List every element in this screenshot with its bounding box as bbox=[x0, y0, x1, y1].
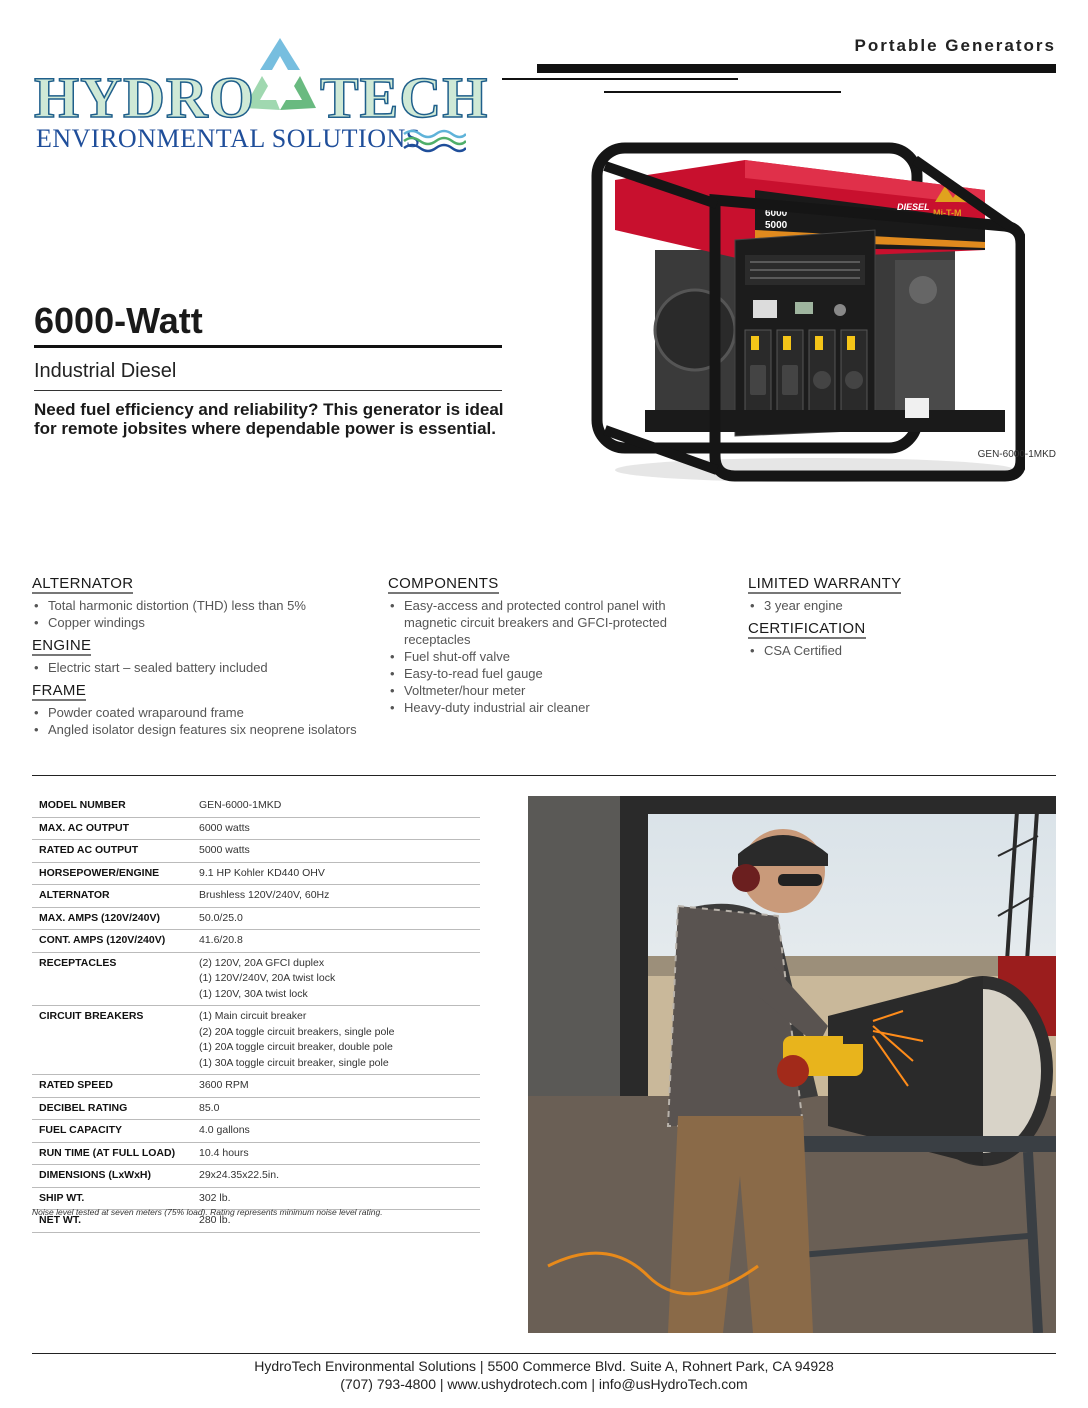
spec-label: HORSEPOWER/ENGINE bbox=[32, 862, 192, 885]
spec-value bbox=[192, 1165, 480, 1188]
spec-value-line: (1) Main circuit breaker bbox=[199, 1010, 307, 1022]
spec-label: FUEL CAPACITY bbox=[32, 1120, 192, 1143]
spec-value-line: 3600 RPM bbox=[199, 1079, 249, 1091]
brand-label: Mi-T-M bbox=[933, 208, 962, 218]
spec-label: ALTERNATOR bbox=[32, 885, 192, 908]
list-item: • Fuel shut-off valve bbox=[388, 648, 708, 665]
spec-value-line: (1) 120V/240V, 20A twist lock bbox=[199, 972, 336, 984]
list-item: • Powder coated wraparound frame bbox=[32, 704, 362, 721]
list-item: • Easy-to-read fuel gauge bbox=[388, 665, 708, 682]
spec-label: RECEPTACLES bbox=[32, 952, 192, 1006]
table-row bbox=[32, 862, 480, 885]
section-heading: CERTIFICATION bbox=[748, 620, 866, 637]
spec-label: RATED SPEED bbox=[32, 1075, 192, 1098]
product-subtitle: Industrial Diesel bbox=[34, 360, 177, 382]
spec-value-line: 5000 watts bbox=[199, 844, 250, 856]
spec-label: MAX. AMPS (120V/240V) bbox=[32, 907, 192, 930]
warranty-section bbox=[748, 575, 1048, 614]
table-row bbox=[32, 795, 480, 817]
section-heading: ENGINE bbox=[32, 637, 92, 654]
list-item: • Copper windings bbox=[32, 614, 362, 631]
spec-value-line: (2) 20A toggle circuit breakers, single pole bbox=[199, 1025, 395, 1038]
spec-value bbox=[192, 907, 480, 930]
fuel-type-label: DIESEL bbox=[897, 202, 930, 212]
section-heading: COMPONENTS bbox=[388, 575, 499, 592]
worker-grinding-photo bbox=[528, 796, 1056, 1333]
rating-bottom-label: 5000 bbox=[765, 220, 788, 231]
spec-footnote: Noise level tested at seven meters (75% load). Rating represents minimum noise level rating. bbox=[32, 1207, 383, 1217]
features-column-1 bbox=[32, 575, 362, 744]
spec-value-line: 302 lb. bbox=[199, 1191, 231, 1204]
footer-contact: (707) 793-4800 | www.ushydrotech.com | info@usHydroTech.com bbox=[340, 1376, 748, 1392]
spec-value-line: GEN-6000-1MKD bbox=[199, 799, 282, 811]
frame-section bbox=[32, 682, 362, 738]
spec-label: MODEL NUMBER bbox=[32, 795, 192, 817]
table-row bbox=[32, 1075, 480, 1098]
alternator-section bbox=[32, 575, 362, 631]
table-row bbox=[32, 930, 480, 953]
spec-label: SHIP WT. bbox=[32, 1187, 192, 1210]
spec-value bbox=[192, 930, 480, 953]
header-bar bbox=[537, 64, 1056, 73]
certification-section bbox=[748, 620, 1048, 659]
table-row bbox=[32, 1142, 480, 1165]
list-item: • Heavy-duty industrial air cleaner bbox=[388, 699, 708, 716]
spec-value-line: (1) 30A toggle circuit breaker, single pole bbox=[199, 1056, 389, 1069]
section-heading: LIMITED WARRANTY bbox=[748, 575, 902, 592]
divider bbox=[32, 1353, 1056, 1354]
spec-value bbox=[192, 1075, 480, 1098]
spec-value bbox=[192, 1097, 480, 1120]
section-heading: ALTERNATOR bbox=[32, 575, 134, 592]
list-item: • 3 year engine bbox=[748, 597, 1048, 614]
spec-value-line: 85.0 bbox=[199, 1101, 220, 1114]
spec-value-line: 4.0 gallons bbox=[199, 1124, 250, 1136]
table-row bbox=[32, 1006, 480, 1075]
engine-section bbox=[32, 637, 362, 676]
spec-label: CONT. AMPS (120V/240V) bbox=[32, 930, 192, 953]
features-column-2 bbox=[388, 575, 708, 722]
header-rule bbox=[604, 91, 841, 93]
spec-value bbox=[192, 1142, 480, 1165]
spec-value-line: 41.6/20.8 bbox=[199, 934, 243, 946]
spec-value bbox=[192, 952, 480, 1006]
spec-value-line: 280 lb. bbox=[199, 1214, 231, 1226]
spec-label: CIRCUIT BREAKERS bbox=[32, 1006, 192, 1075]
spec-label: RATED AC OUTPUT bbox=[32, 840, 192, 863]
table-row bbox=[32, 817, 480, 840]
product-title: 6000-Watt bbox=[34, 300, 203, 341]
spec-value-line: 10.4 hours bbox=[199, 1146, 249, 1159]
spec-value-line: Brushless 120V/240V, 60Hz bbox=[199, 889, 330, 901]
list-item: • CSA Certified bbox=[748, 642, 1048, 659]
spec-value bbox=[192, 840, 480, 863]
logo-word-hydro: HYDRO bbox=[34, 65, 255, 130]
company-logo bbox=[30, 30, 489, 160]
page-category: Portable Generators bbox=[854, 36, 1056, 55]
divider bbox=[34, 390, 502, 391]
divider bbox=[32, 775, 1056, 776]
spec-value-line: (1) 120V, 30A twist lock bbox=[199, 987, 308, 1000]
logo-word-tech: TECH bbox=[320, 65, 489, 130]
spec-value-line: 6000 watts bbox=[199, 821, 250, 834]
spec-label: DECIBEL RATING bbox=[32, 1097, 192, 1120]
table-row bbox=[32, 840, 480, 863]
table-row bbox=[32, 1097, 480, 1120]
features-column-3 bbox=[748, 575, 1048, 665]
generator-product-image bbox=[585, 130, 1025, 490]
table-row bbox=[32, 1165, 480, 1188]
spec-value bbox=[192, 885, 480, 908]
spec-label: DIMENSIONS (LxWxH) bbox=[32, 1165, 192, 1188]
waves-icon bbox=[402, 128, 466, 154]
spec-label: MAX. AC OUTPUT bbox=[32, 817, 192, 840]
spec-table bbox=[32, 795, 480, 1233]
table-row bbox=[32, 1120, 480, 1143]
spec-value bbox=[192, 1006, 480, 1075]
spec-value-line: 9.1 HP Kohler KD440 OHV bbox=[199, 866, 325, 879]
spec-value bbox=[192, 817, 480, 840]
spec-value-line: 50.0/25.0 bbox=[199, 911, 243, 924]
rating-top-label: 6000 bbox=[765, 208, 788, 219]
spec-value bbox=[192, 1120, 480, 1143]
list-item: • Easy-access and protected control panel with magnetic circuit breakers and GFCI-protected receptacles bbox=[388, 597, 668, 648]
spec-label: NET WT. bbox=[32, 1210, 192, 1233]
table-row bbox=[32, 885, 480, 908]
header-rule bbox=[502, 78, 738, 80]
spec-label: RUN TIME (AT FULL LOAD) bbox=[32, 1142, 192, 1165]
logo-tagline: ENVIRONMENTAL SOLUTIONS bbox=[36, 124, 421, 153]
spec-value bbox=[192, 862, 480, 885]
table-row bbox=[32, 952, 480, 1006]
product-tagline: Need fuel efficiency and reliability? This generator is ideal for remote jobsites where dependable power is essential. bbox=[34, 400, 504, 438]
spec-value bbox=[192, 795, 480, 817]
section-heading: FRAME bbox=[32, 682, 86, 699]
spec-value-line: (2) 120V, 20A GFCI duplex bbox=[199, 956, 325, 969]
spec-value-line: (1) 20A toggle circuit breaker, double pole bbox=[199, 1041, 393, 1053]
components-section bbox=[388, 575, 708, 716]
spec-value-line: 29x24.35x22.5in. bbox=[199, 1169, 279, 1181]
model-caption: GEN-6000-1MKD bbox=[977, 449, 1056, 460]
divider bbox=[34, 345, 502, 348]
list-item: • Electric start – sealed battery included bbox=[32, 659, 362, 676]
footer-address: HydroTech Environmental Solutions | 5500 Commerce Blvd. Suite A, Rohnert Park, CA 94928 bbox=[254, 1358, 834, 1374]
list-item: • Voltmeter/hour meter bbox=[388, 682, 708, 699]
table-row bbox=[32, 907, 480, 930]
list-item: • Angled isolator design features six neoprene isolators bbox=[32, 721, 362, 738]
list-item: • Total harmonic distortion (THD) less than 5% bbox=[32, 597, 362, 614]
